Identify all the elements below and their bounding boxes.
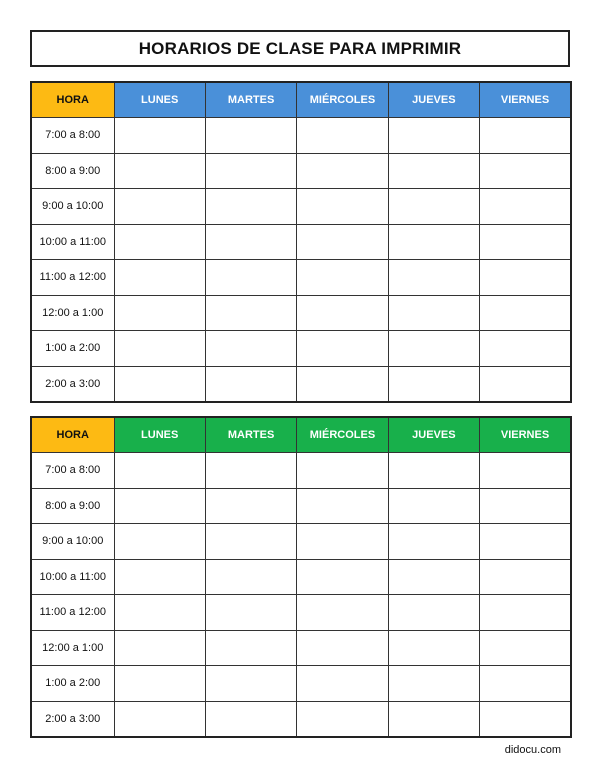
schedule-cell [388,153,479,189]
footer-credit: didocu.com [504,744,561,756]
table-row [31,559,571,595]
schedule-cell [480,224,571,260]
schedule-cell [388,595,479,631]
schedule-cell [480,701,571,737]
table-header-row [31,82,571,118]
table-row [31,524,571,560]
schedule-cell [388,224,479,260]
schedule-cell [388,701,479,737]
day-header-jueves: JUEVES [388,417,479,453]
schedule-cell [480,453,571,489]
schedule-cell [114,453,205,489]
day-header-lunes: LUNES [114,417,205,453]
schedule-cell [114,118,205,154]
schedule-cell [388,260,479,296]
time-slot-label: 11:00 a 12:00 [31,260,114,296]
schedule-cell [480,331,571,367]
time-slot-label: 10:00 a 11:00 [31,224,114,260]
table-row [31,295,571,331]
schedule-cell [114,666,205,702]
schedule-cell [297,331,388,367]
schedule-cell [114,295,205,331]
schedule-cell [205,595,296,631]
table-row [31,153,571,189]
page-title: HORARIOS DE CLASE PARA IMPRIMIR [30,30,570,67]
time-slot-label: 12:00 a 1:00 [31,295,114,331]
schedule-cell [388,559,479,595]
schedule-cell [114,189,205,225]
schedule-cell [205,488,296,524]
schedule-cell [297,295,388,331]
schedule-cell [205,524,296,560]
schedule-table-blue [30,81,572,403]
schedule-cell [297,366,388,402]
time-slot-label: 11:00 a 12:00 [31,595,114,631]
schedule-cell [205,260,296,296]
time-slot-label: 8:00 a 9:00 [31,488,114,524]
schedule-cell [205,153,296,189]
schedule-cell [388,666,479,702]
time-slot-label: 8:00 a 9:00 [31,153,114,189]
schedule-cell [205,295,296,331]
time-slot-label: 7:00 a 8:00 [31,118,114,154]
table-header-row [31,417,571,453]
schedule-cell [114,366,205,402]
schedule-cell [114,260,205,296]
table-row [31,224,571,260]
schedule-cell [205,666,296,702]
day-header-viernes: VIERNES [480,82,571,118]
schedule-cell [480,559,571,595]
schedule-cell [114,701,205,737]
schedule-cell [388,524,479,560]
table-row [31,366,571,402]
time-slot-label: 9:00 a 10:00 [31,524,114,560]
schedule-cell [388,118,479,154]
time-slot-label: 1:00 a 2:00 [31,331,114,367]
day-header-martes: MARTES [205,417,296,453]
schedule-cell [297,524,388,560]
table-row [31,595,571,631]
schedule-cell [297,189,388,225]
schedule-cell [205,118,296,154]
hora-header: HORA [31,82,114,118]
schedule-cell [114,331,205,367]
day-header-miercoles: MIÉRCOLES [297,417,388,453]
schedule-cell [480,295,571,331]
schedule-cell [114,559,205,595]
day-header-viernes: VIERNES [480,417,571,453]
table-row [31,453,571,489]
table-body [31,118,571,403]
schedule-cell [388,189,479,225]
schedule-cell [388,295,479,331]
schedule-cell [388,331,479,367]
schedule-cell [480,524,571,560]
table-row [31,260,571,296]
table-row [31,488,571,524]
schedule-cell [297,701,388,737]
schedule-cell [480,189,571,225]
schedule-cell [480,118,571,154]
table-row [31,701,571,737]
schedule-cell [114,595,205,631]
schedule-cell [297,453,388,489]
schedule-cell [114,153,205,189]
time-slot-label: 12:00 a 1:00 [31,630,114,666]
schedule-cell [205,366,296,402]
time-slot-label: 2:00 a 3:00 [31,366,114,402]
schedule-cell [388,488,479,524]
day-header-martes: MARTES [205,82,296,118]
time-slot-label: 9:00 a 10:00 [31,189,114,225]
schedule-cell [114,224,205,260]
schedule-cell [480,666,571,702]
schedule-cell [480,366,571,402]
schedule-table-green [30,416,572,738]
schedule-cell [205,224,296,260]
schedule-cell [480,153,571,189]
schedule-cell [205,331,296,367]
schedule-cell [388,453,479,489]
schedule-cell [480,260,571,296]
day-header-miercoles: MIÉRCOLES [297,82,388,118]
schedule-cell [480,630,571,666]
time-slot-label: 10:00 a 11:00 [31,559,114,595]
schedule-cell [297,559,388,595]
schedule-cell [205,701,296,737]
day-header-jueves: JUEVES [388,82,479,118]
schedule-cell [205,453,296,489]
schedule-cell [114,524,205,560]
time-slot-label: 7:00 a 8:00 [31,453,114,489]
schedule-cell [480,488,571,524]
schedule-cell [297,488,388,524]
schedule-cell [297,666,388,702]
schedule-cell [114,488,205,524]
table-body [31,453,571,738]
schedule-cell [388,366,479,402]
schedule-cell [297,260,388,296]
schedule-cell [205,559,296,595]
day-header-lunes: LUNES [114,82,205,118]
schedule-cell [297,118,388,154]
hora-header: HORA [31,417,114,453]
table-row [31,118,571,154]
schedule-cell [205,189,296,225]
schedule-cell [297,630,388,666]
schedule-cell [297,595,388,631]
time-slot-label: 2:00 a 3:00 [31,701,114,737]
table-row [31,666,571,702]
schedule-cell [297,224,388,260]
schedule-cell [297,153,388,189]
table-row [31,331,571,367]
schedule-cell [205,630,296,666]
schedule-cell [480,595,571,631]
time-slot-label: 1:00 a 2:00 [31,666,114,702]
table-row [31,630,571,666]
schedule-cell [388,630,479,666]
schedule-cell [114,630,205,666]
table-row [31,189,571,225]
